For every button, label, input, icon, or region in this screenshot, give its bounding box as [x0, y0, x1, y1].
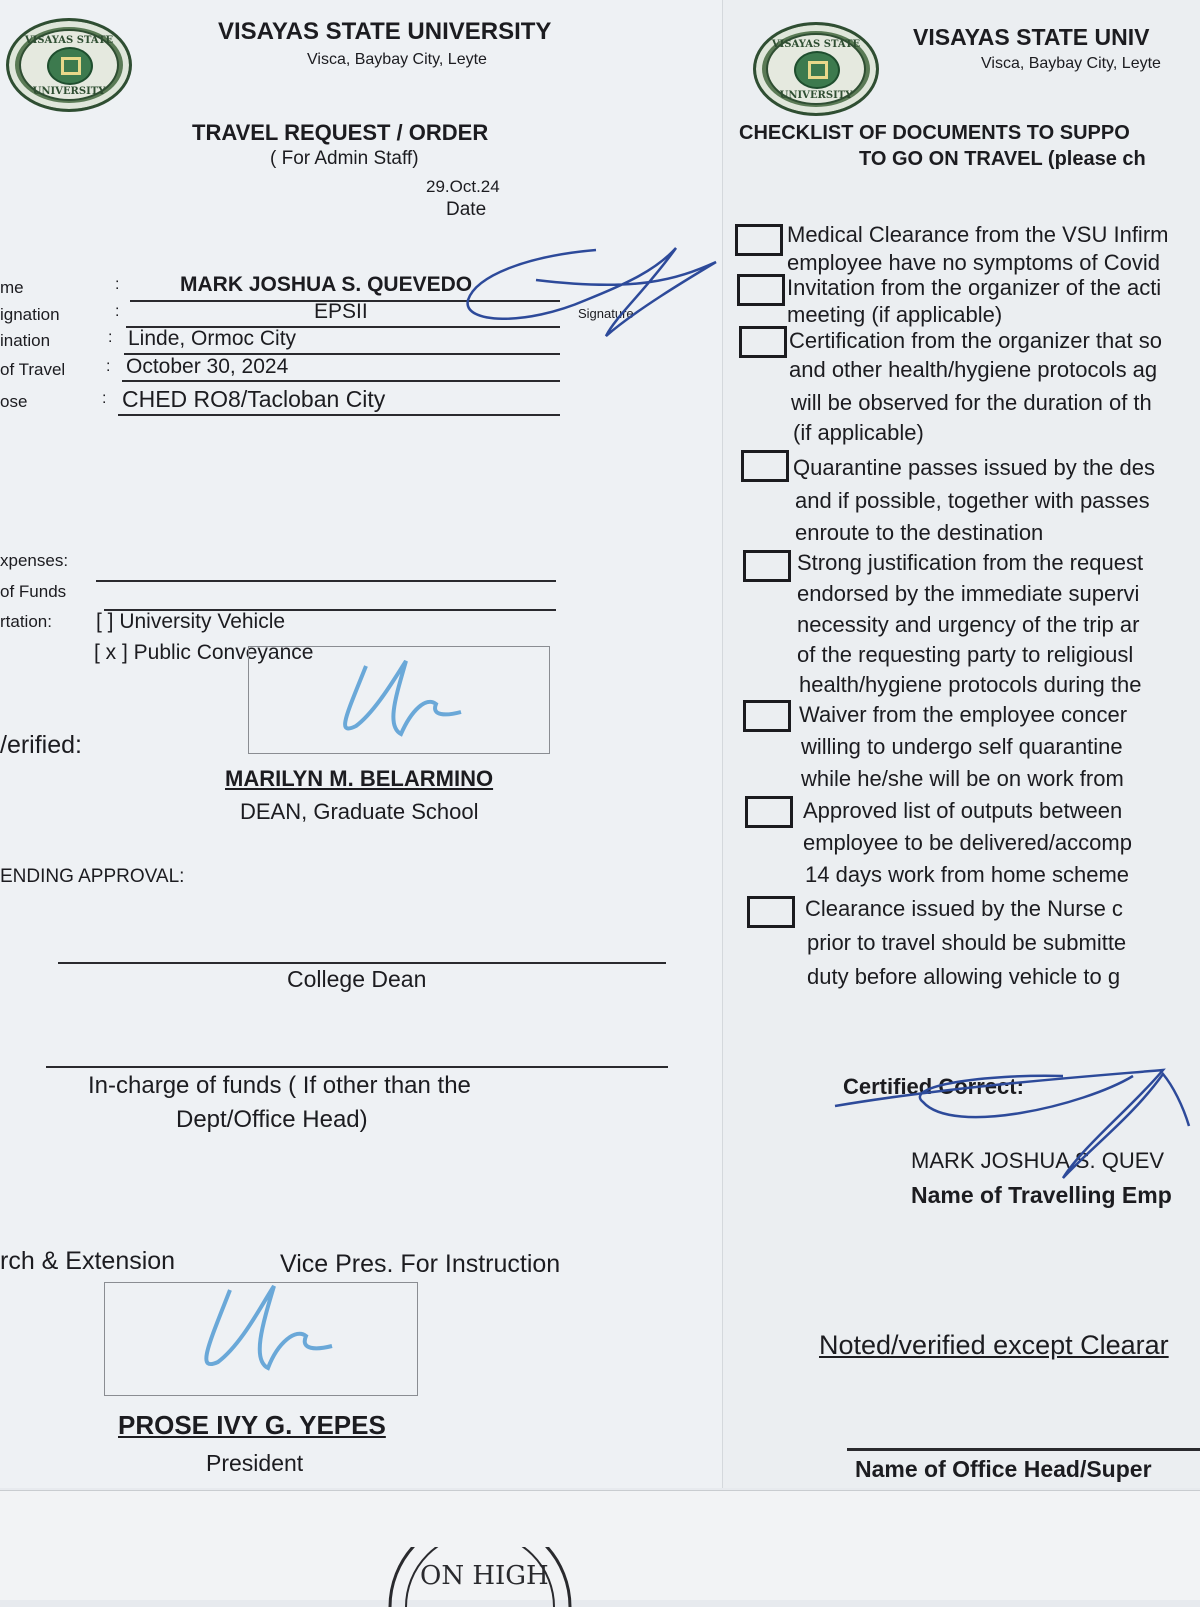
field-label-purpose: ose — [0, 392, 28, 411]
option-public-conveyance: [ x ] Public Conveyance — [94, 641, 314, 664]
next-page-edge — [0, 1490, 1200, 1600]
funds-incharge-caption: In-charge of funds ( If other than the — [88, 1072, 471, 1099]
university-seal-right: VISAYAS STATE UNIVERSITY — [753, 22, 879, 116]
form-title: TRAVEL REQUEST / ORDER — [192, 120, 489, 145]
checkbox-quarantine-passes[interactable] — [741, 450, 789, 482]
college-dean-caption: College Dean — [287, 966, 427, 992]
item-line: necessity and urgency of the trip ar — [797, 612, 1140, 637]
recommending-approval-label: ENDING APPROVAL: — [0, 866, 185, 887]
item-invitation: Invitation from the organizer of the acti — [787, 275, 1162, 300]
form-subtitle: ( For Admin Staff) — [270, 148, 419, 169]
item-waiver: Waiver from the employee concer — [799, 702, 1128, 727]
checkbox-nurse-clearance[interactable] — [747, 896, 795, 928]
checkbox-justification[interactable] — [743, 550, 791, 582]
item-line: (if applicable) — [793, 420, 924, 445]
signature-line — [847, 1448, 1200, 1451]
item-nurse-clearance: Clearance issued by the Nurse c — [805, 896, 1123, 921]
option-university-vehicle: [ ] University Vehicle — [96, 610, 286, 633]
signature-line — [46, 1066, 668, 1068]
signature-caption: Signature — [578, 306, 634, 321]
certified-correct-label: Certified Correct: — [843, 1074, 1024, 1099]
field-value-date-of-travel: October 30, 2024 — [126, 355, 289, 378]
field-label-destination: ination — [0, 331, 51, 350]
item-line: employee have no symptoms of Covid — [787, 250, 1160, 275]
university-address-right: Visca, Baybay City, Leyte — [981, 55, 1161, 72]
date-label: Date — [446, 199, 487, 220]
date-value: 29.Oct.24 — [426, 177, 500, 196]
item-line: prior to travel should be submitte — [807, 930, 1127, 955]
president-title: President — [206, 1450, 304, 1476]
funds-incharge-caption-2: Dept/Office Head) — [176, 1106, 368, 1133]
verifier-title: DEAN, Graduate School — [240, 799, 479, 824]
field-value-purpose: CHED RO8/Tacloban City — [122, 386, 386, 412]
item-line: meeting (if applicable) — [787, 302, 1003, 327]
verifier-name: MARILYN M. BELARMINO — [225, 766, 494, 791]
item-line: 14 days work from home scheme — [805, 862, 1130, 887]
checklist-subtitle: TO GO ON TRAVEL (please ch — [859, 148, 1146, 170]
certified-signature — [833, 1066, 1193, 1186]
item-line: health/hygiene protocols during the — [799, 672, 1142, 697]
item-medical-clearance: Medical Clearance from the VSU Infirm — [787, 222, 1169, 247]
travel-request-sheet: VISAYAS STATE UNIVERSITY VISAYAS STATE UNIVERSITY Visca, Baybay City, Leyte TRAVEL REQUEST / ORDER ( For Admin Staff) 29.Oct.24 Date me : MARK JOSHUA S. QUEVEDO ignation : EPSII Signature ination : Linde, Ormoc City of Travel : October 30, 2024 ose : CHED RO8/Tacloban City xpenses: of Funds rtation: [ ] University Vehicle [ x ] Public Conveyance /erified: MARILYN M. BELARMINO DEAN, Graduate School ENDING APPROVAL: College Dean In-charge of funds ( If other than the Dept/Office Head) rch & Extension Vice Pres. For Instruction PROSE IVY G. YEPES President — [0, 0, 722, 1488]
university-address: Visca, Baybay City, Leyte — [307, 51, 487, 68]
office-head-caption: Name of Office Head/Super — [855, 1456, 1152, 1482]
item-line: employee to be delivered/accomp — [803, 830, 1132, 855]
underline — [118, 414, 560, 416]
president-name: PROSE IVY G. YEPES — [118, 1410, 386, 1440]
item-certification: Certification from the organizer that so — [789, 328, 1162, 353]
item-approved-outputs: Approved list of outputs between — [803, 798, 1123, 823]
noted-verified-label: Noted/verified except Clearar — [819, 1330, 1169, 1360]
item-line: endorsed by the immediate supervi — [797, 581, 1140, 606]
traveller-name: MARK JOSHUA S. QUEV — [911, 1148, 1165, 1173]
field-label-name: me — [0, 278, 24, 297]
field-value-destination: Linde, Ormoc City — [128, 327, 297, 350]
university-name-right: VISAYAS STATE UNIV — [913, 24, 1150, 50]
item-line: willing to undergo self quarantine — [801, 734, 1123, 759]
item-line: and if possible, together with passes — [795, 488, 1150, 513]
item-justification: Strong justification from the request — [797, 550, 1144, 575]
research-extension-label: rch & Extension — [0, 1247, 176, 1275]
item-line: enroute to the destination — [795, 520, 1044, 545]
seal-partial-text: ON HIGH — [420, 1561, 549, 1591]
university-name: VISAYAS STATE UNIVERSITY — [218, 18, 552, 45]
signature-line — [58, 962, 666, 964]
checkbox-medical-clearance[interactable] — [735, 224, 783, 256]
checkbox-approved-outputs[interactable] — [745, 796, 793, 828]
field-label-date-of-travel: of Travel — [0, 360, 66, 379]
funds-label: of Funds — [0, 582, 67, 601]
field-label-designation: ignation — [0, 305, 60, 324]
underline — [122, 380, 560, 382]
transportation-label: rtation: — [0, 612, 52, 631]
vp-instruction-label: Vice Pres. For Instruction — [280, 1250, 561, 1278]
item-line: of the requesting party to religiousl — [797, 642, 1134, 667]
item-line: duty before allowing vehicle to g — [807, 964, 1121, 989]
item-line: will be observed for the duration of th — [791, 390, 1152, 415]
item-quarantine-passes: Quarantine passes issued by the des — [793, 455, 1156, 480]
initial-signature-1 — [336, 656, 466, 746]
checkbox-invitation[interactable] — [737, 274, 785, 306]
verified-label: /erified: — [0, 731, 82, 759]
item-line: while he/she will be on work from — [801, 766, 1124, 791]
checkbox-certification[interactable] — [739, 326, 787, 358]
checklist-sheet — [722, 0, 1200, 1488]
traveller-signature — [466, 240, 726, 340]
checkbox-waiver[interactable] — [743, 700, 791, 732]
item-line: and other health/hygiene protocols ag — [789, 357, 1158, 382]
underline — [96, 580, 556, 582]
field-value-designation: EPSII — [314, 300, 368, 323]
field-value-name: MARK JOSHUA S. QUEVEDO — [180, 273, 473, 296]
expenses-label: xpenses: — [0, 551, 69, 570]
checklist-title: CHECKLIST OF DOCUMENTS TO SUPPO — [739, 122, 1130, 144]
initial-signature-2 — [196, 1280, 336, 1380]
traveller-caption: Name of Travelling Emp — [911, 1182, 1172, 1208]
university-seal-left: VISAYAS STATE UNIVERSITY — [6, 18, 132, 112]
